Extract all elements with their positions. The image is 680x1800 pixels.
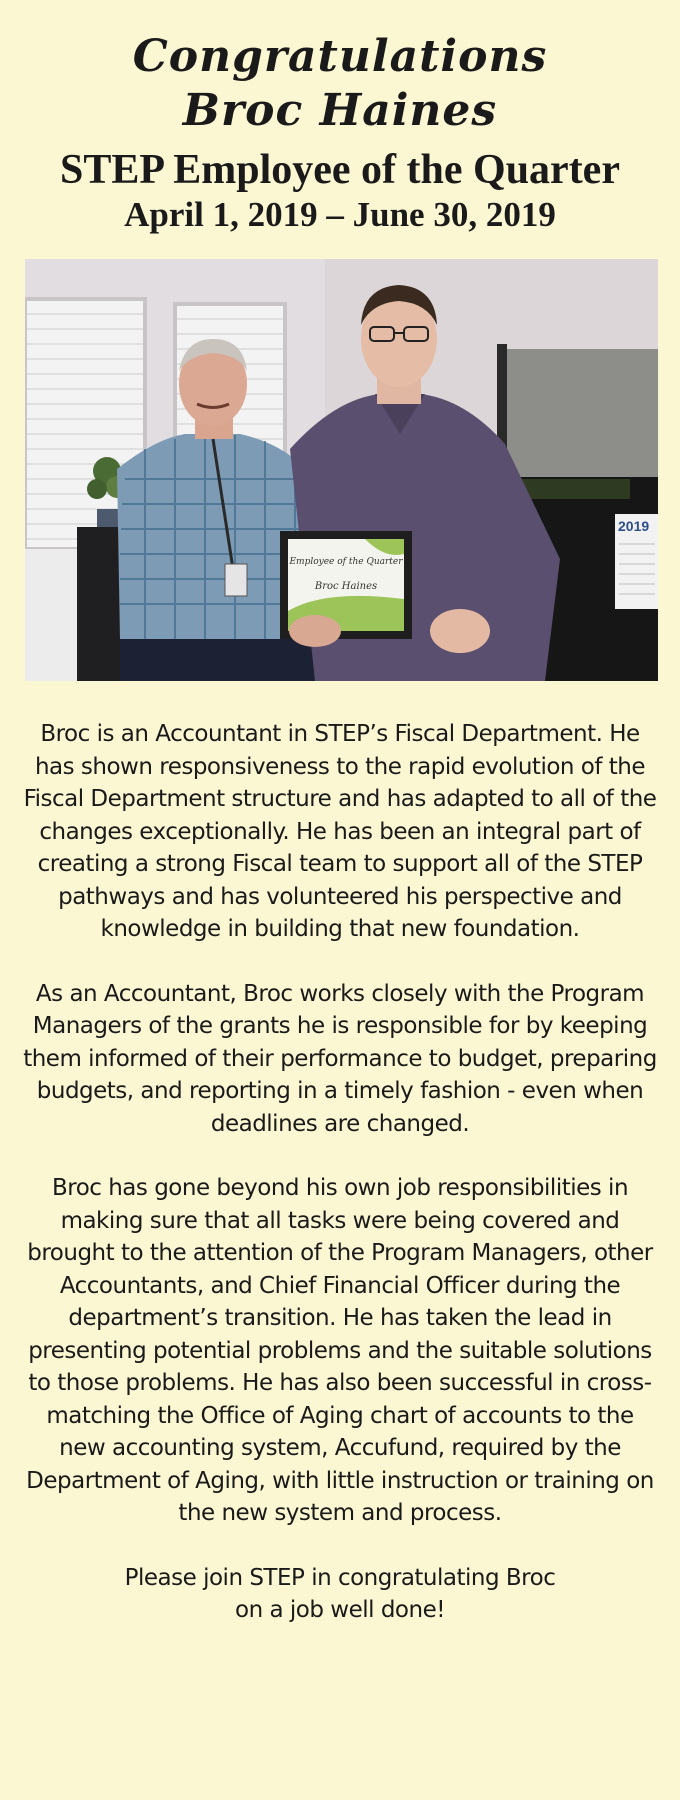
calendar-year: 2019 bbox=[618, 518, 650, 534]
award-date-range: April 1, 2019 – June 30, 2019 bbox=[124, 195, 556, 234]
paragraph-role: Broc is an Accountant in STEP’s Fiscal Department. He has shown responsiveness to the rapid evolution of the Fiscal Department structure and has adapted to all of the changes exceptionally. He has been an integral part of creating a strong Fiscal team to support all of the STEP pathways and has volunteered his perspective and knowledge in building that new foundation. bbox=[23, 721, 657, 942]
certificate-name: Broc Haines bbox=[314, 581, 378, 592]
closing-line-1: Please join STEP in congratulating Broc bbox=[124, 1564, 556, 1591]
paragraph-duties: As an Accountant, Broc works closely with the Program Managers of the grants he is responsible for by keeping them informed of their performance to budget, preparing budgets, and reporting in a timely fashion - even when deadlines are changed. bbox=[23, 980, 657, 1137]
closing-line-2: on a job well done! bbox=[235, 1597, 445, 1623]
wall-calendar bbox=[615, 514, 658, 609]
congratulations-heading: Congratulations bbox=[132, 31, 548, 82]
award-photo bbox=[25, 259, 658, 681]
certificate-title: Employee of the Quarter bbox=[289, 557, 403, 567]
employee-name-heading: Broc Haines bbox=[182, 85, 498, 136]
award-certificate bbox=[280, 531, 412, 647]
closing-message bbox=[20, 1562, 660, 1627]
paragraph-achievements: Broc has gone beyond his own job responsibilities in making sure that all tasks were being covered and brought to the attention of the Program Managers, other Accountants, and Chief Financial Officer during the department’s transition. He has taken the lead in presenting potential problems and the suitable solutions to those problems. He has also been successful in cross-matching the Office of Aging chart of accounts to the new accounting system, Accufund, required by the Department of Aging, with little instruction or training on the new system and process. bbox=[26, 1175, 654, 1526]
body-text bbox=[20, 718, 660, 1627]
award-title: STEP Employee of the Quarter bbox=[60, 147, 620, 193]
